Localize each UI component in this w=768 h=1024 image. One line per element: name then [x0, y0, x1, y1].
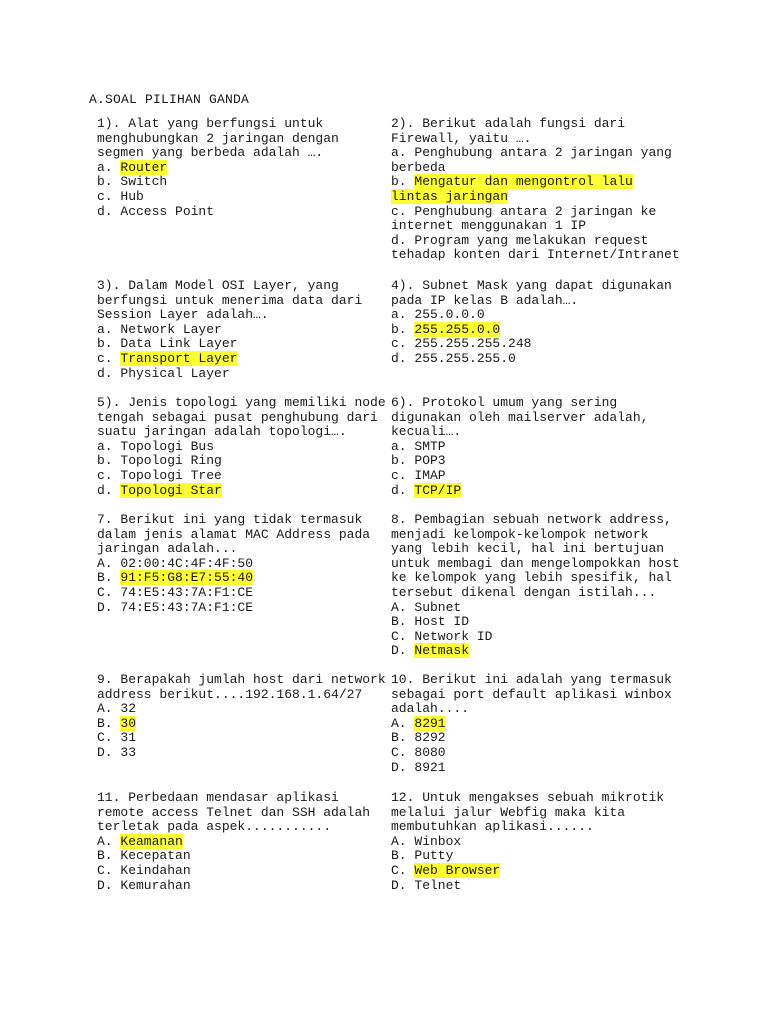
option-prefix: D.: [97, 744, 121, 760]
option-prefix: b.: [97, 453, 121, 469]
answer-option: [97, 879, 370, 894]
option-prefix: d.: [97, 482, 121, 498]
answer-option: [391, 352, 672, 367]
option-prefix: A.: [391, 833, 415, 849]
question-text-line: membutuhkan aplikasi......: [391, 819, 594, 835]
option-prefix: A.: [97, 701, 121, 717]
answer-option: [391, 849, 664, 864]
question-7: [97, 513, 370, 615]
option-prefix: c.: [391, 336, 415, 352]
option-text: Keindahan: [120, 862, 191, 878]
option-prefix: A.: [97, 555, 121, 571]
option-prefix: c.: [97, 188, 121, 204]
question-text-line: 3). Dalam Model OSI Layer, yang: [97, 278, 339, 293]
answer-option: [391, 761, 672, 776]
answer-option: [97, 323, 362, 338]
option-text: tehadap konten dari Internet/Intranet: [391, 247, 680, 263]
answer-option: [391, 219, 680, 234]
option-prefix: A.: [97, 833, 121, 849]
option-prefix: B.: [391, 614, 415, 630]
answer-option-correct: [391, 323, 672, 338]
option-prefix: c.: [391, 203, 415, 219]
answer-option: [97, 702, 386, 717]
option-text: Network ID: [414, 628, 493, 644]
question-text-line: 7. Berikut ini yang tidak termasuk: [97, 512, 363, 527]
option-prefix: D.: [391, 759, 415, 775]
question-text-line: melalui jalur Webfig maka kita: [391, 804, 626, 820]
highlighted-answer-text: TCP/IP: [414, 482, 462, 498]
answer-option: [391, 454, 648, 469]
question-1: [97, 117, 339, 219]
option-text: 74:E5:43:7A:F1:CE: [120, 599, 254, 615]
option-prefix: D.: [97, 599, 121, 615]
question-text-line: dalam jenis alamat MAC Address pada: [97, 526, 371, 542]
option-text: Telnet: [414, 877, 462, 893]
option-prefix: d.: [97, 365, 121, 381]
answer-option: [391, 308, 672, 323]
answer-option-correct: [391, 644, 680, 659]
highlighted-answer-text: Netmask: [414, 643, 470, 659]
option-text: 74:E5:43:7A:F1:CE: [120, 584, 254, 600]
option-prefix: d.: [391, 232, 415, 248]
answer-option-correct: [97, 352, 362, 367]
option-prefix: d.: [391, 350, 415, 366]
option-prefix: d.: [97, 203, 121, 219]
option-text: 255.255.255.0: [414, 350, 516, 366]
question-text-line: 4). Subnet Mask yang dapat digunakan: [391, 278, 672, 293]
answer-option: [391, 615, 680, 630]
option-prefix: C.: [391, 628, 415, 644]
option-prefix: B.: [391, 848, 415, 864]
answer-option: [97, 367, 362, 382]
question-10: [391, 673, 672, 775]
answer-option: [391, 205, 680, 220]
highlighted-answer-text: 8291: [414, 715, 446, 731]
option-text: 255.255.255.248: [414, 336, 532, 352]
answer-option: [97, 601, 370, 616]
option-text: Topologi Tree: [120, 467, 222, 483]
question-text-line: 12. Untuk mengakses sebuah mikrotik: [391, 790, 665, 805]
answer-option: [97, 337, 362, 352]
answer-option: [391, 731, 672, 746]
answer-option-correct: [391, 484, 648, 499]
option-prefix: B.: [97, 715, 121, 731]
option-prefix: b.: [97, 174, 121, 190]
option-text: Winbox: [414, 833, 462, 849]
option-prefix: c.: [391, 467, 415, 483]
option-prefix: C.: [97, 584, 121, 600]
option-prefix: A.: [391, 715, 415, 731]
answer-option: [97, 864, 370, 879]
answer-option: [97, 557, 370, 572]
question-text-line: remote access Telnet dan SSH adalah: [97, 804, 371, 820]
answer-option: [97, 469, 386, 484]
option-text: 33: [120, 744, 137, 760]
answer-option: [391, 234, 680, 249]
option-text: Subnet: [414, 599, 462, 615]
option-text: Physical Layer: [120, 365, 230, 381]
option-text: Kemurahan: [120, 877, 191, 893]
option-prefix: B.: [391, 730, 415, 746]
answer-option: [391, 469, 648, 484]
question-text-line: 6). Protokol umum yang sering: [391, 395, 618, 410]
option-text: Penghubung antara 2 jaringan yang: [414, 145, 672, 161]
option-text: Topologi Bus: [120, 438, 215, 454]
option-text: POP3: [414, 453, 446, 469]
option-prefix: c.: [97, 467, 121, 483]
option-text: Program yang melakukan request: [414, 232, 649, 248]
question-text-line: 10. Berikut ini adalah yang termasuk: [391, 672, 672, 687]
question-text-line: 11. Perbedaan mendasar aplikasi: [97, 790, 339, 805]
highlighted-answer-text: Web Browser: [414, 862, 501, 878]
question-text-line: address berikut....192.168.1.64/27: [97, 686, 363, 702]
question-9: [97, 673, 386, 761]
option-text: Kecepatan: [120, 848, 191, 864]
option-text: Host ID: [414, 614, 470, 630]
question-text-line: 5). Jenis topologi yang memiliki node: [97, 395, 386, 410]
option-prefix: b.: [391, 174, 415, 190]
answer-option: [391, 337, 672, 352]
question-5: [97, 396, 386, 498]
option-prefix: b.: [391, 321, 415, 337]
question-11: [97, 791, 370, 893]
option-prefix: C.: [391, 862, 415, 878]
question-text-line: menjadi kelompok-kelompok network: [391, 526, 649, 542]
option-text: 31: [120, 730, 137, 746]
option-text: internet menggunakan 1 IP: [391, 218, 587, 234]
question-text-line: adalah....: [391, 701, 470, 717]
option-prefix: D.: [97, 877, 121, 893]
question-text-line: pada IP kelas B adalah….: [391, 292, 579, 308]
question-3: [97, 279, 362, 381]
question-text-line: digunakan oleh mailserver adalah,: [391, 409, 649, 425]
question-text-line: jaringan adalah...: [97, 541, 238, 557]
question-text-line: tengah sebagai pusat penghubung dari: [97, 409, 378, 425]
question-text-line: Session Layer adalah….: [97, 307, 269, 323]
answer-option: [391, 601, 680, 616]
answer-option: [391, 630, 680, 645]
option-prefix: a.: [97, 159, 121, 175]
option-text: SMTP: [414, 438, 446, 454]
answer-option-correct: [97, 571, 370, 586]
question-text-line: 9. Berapakah jumlah host dari network: [97, 672, 386, 687]
answer-option-correct: [391, 717, 672, 732]
highlighted-answer-text: lintas jaringan: [391, 188, 509, 204]
answer-option: [97, 175, 339, 190]
question-2: [391, 117, 680, 263]
answer-option: [391, 248, 680, 263]
option-text: 255.0.0.0: [414, 307, 485, 323]
question-text-line: Firewall, yaitu ….: [391, 130, 532, 146]
option-text: 02:00:4C:4F:4F:50: [120, 555, 254, 571]
question-text-line: 1). Alat yang berfungsi untuk: [97, 116, 324, 131]
question-text-line: suatu jaringan adalah topologi….: [97, 424, 347, 440]
question-text-line: 2). Berikut adalah fungsi dari: [391, 116, 626, 131]
answer-option-correct: [391, 864, 664, 879]
option-text: 8292: [414, 730, 446, 746]
highlighted-answer-text: 255.255.0.0: [414, 321, 501, 337]
option-prefix: A.: [391, 599, 415, 615]
option-prefix: a.: [391, 307, 415, 323]
question-4: [391, 279, 672, 367]
answer-option: [97, 454, 386, 469]
answer-option: [97, 440, 386, 455]
option-prefix: a.: [97, 321, 121, 337]
highlighted-answer-text: 91:F5:G8:E7:55:40: [120, 570, 254, 586]
answer-option-correct: [97, 717, 386, 732]
option-text: Data Link Layer: [120, 336, 238, 352]
answer-option-correct: [97, 484, 386, 499]
option-prefix: B.: [97, 848, 121, 864]
question-text-line: segmen yang berbeda adalah ….: [97, 145, 324, 161]
option-prefix: C.: [391, 744, 415, 760]
question-text-line: untuk membagi dan mengelompokkan host: [391, 555, 680, 571]
answer-option: [391, 835, 664, 850]
option-text: Hub: [120, 188, 144, 204]
answer-option-correct: [391, 175, 680, 190]
highlighted-answer-text: Mengatur dan mengontrol lalu: [414, 174, 633, 190]
answer-option-correct: [97, 835, 370, 850]
answer-option: [391, 440, 648, 455]
answer-option: [391, 746, 672, 761]
answer-option: [97, 849, 370, 864]
question-text-line: ke kelompok yang lebih spesifik, hal: [391, 570, 672, 586]
option-text: Switch: [120, 174, 168, 190]
answer-option: [97, 586, 370, 601]
option-prefix: a.: [391, 145, 415, 161]
section-title: A.SOAL PILIHAN GANDA: [89, 92, 250, 107]
answer-option: [391, 161, 680, 176]
question-text-line: 8. Pembagian sebuah network address,: [391, 512, 672, 527]
option-prefix: b.: [97, 336, 121, 352]
option-text: Putty: [414, 848, 454, 864]
highlighted-answer-text: Router: [120, 159, 168, 175]
answer-option: [97, 746, 386, 761]
highlighted-answer-text: Transport Layer: [120, 350, 238, 366]
option-prefix: a.: [391, 438, 415, 454]
answer-option: [391, 146, 680, 161]
question-text-line: tersebut dikenal dengan istilah...: [391, 584, 657, 600]
highlighted-answer-text: Topologi Star: [120, 482, 222, 498]
question-text-line: berfungsi untuk menerima data dari: [97, 292, 363, 308]
question-6: [391, 396, 648, 498]
option-prefix: d.: [391, 482, 415, 498]
option-prefix: D.: [391, 877, 415, 893]
question-text-line: menghubungkan 2 jaringan dengan: [97, 130, 339, 146]
option-prefix: C.: [97, 862, 121, 878]
answer-option-correct: [391, 190, 680, 205]
answer-option: [391, 879, 664, 894]
option-text: 8080: [414, 744, 446, 760]
question-text-line: sebagai port default aplikasi winbox: [391, 686, 672, 702]
answer-option-correct: [97, 161, 339, 176]
option-text: Network Layer: [120, 321, 222, 337]
option-prefix: D.: [391, 643, 415, 659]
option-text: berbeda: [391, 159, 446, 175]
option-prefix: a.: [97, 438, 121, 454]
option-prefix: C.: [97, 730, 121, 746]
question-8: [391, 513, 680, 659]
question-12: [391, 791, 664, 893]
option-prefix: B.: [97, 570, 121, 586]
question-text-line: terletak pada aspek...........: [97, 819, 332, 835]
answer-option: [97, 731, 386, 746]
highlighted-answer-text: 30: [120, 715, 137, 731]
option-text: 8921: [414, 759, 446, 775]
question-text-line: kecuali….: [391, 424, 462, 440]
option-text: 32: [120, 701, 137, 717]
question-text-line: yang lebih kecil, hal ini bertujuan: [391, 541, 665, 557]
option-text: IMAP: [414, 467, 446, 483]
option-prefix: c.: [97, 350, 121, 366]
option-prefix: b.: [391, 453, 415, 469]
option-text: Penghubung antara 2 jaringan ke: [414, 203, 657, 219]
option-text: Access Point: [120, 203, 215, 219]
answer-option: [97, 205, 339, 220]
option-text: Topologi Ring: [120, 453, 222, 469]
highlighted-answer-text: Keamanan: [120, 833, 183, 849]
answer-option: [97, 190, 339, 205]
